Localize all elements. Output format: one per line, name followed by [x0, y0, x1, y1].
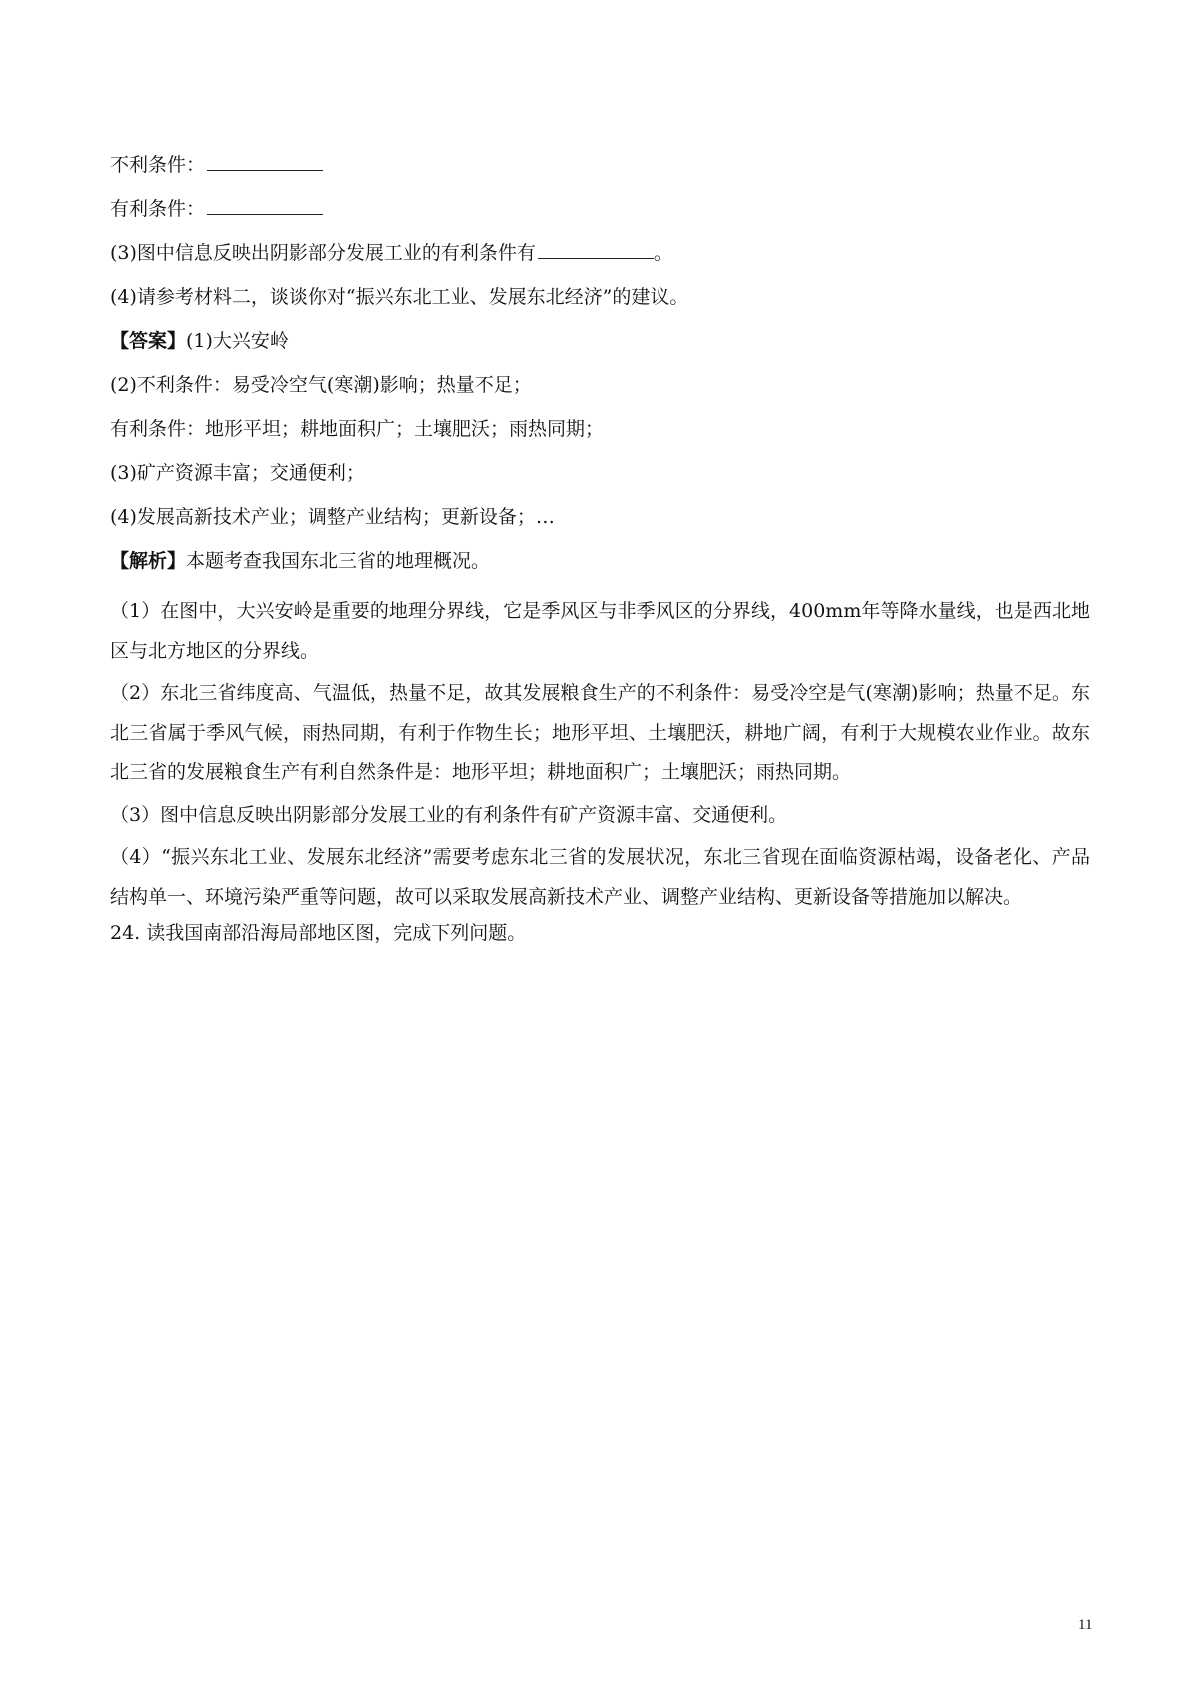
- analysis-label: 【解析】: [110, 550, 187, 572]
- analysis-paragraph-4: （4）“振兴东北工业、发展东北经济”需要考虑东北三省的发展状况，东北三省现在面临资源枯竭，设备老化、产品结构单一、环境污染严重等问题，故可以采取发展高新技术产业、调整产业结构、更新设备等措施加以解决。: [110, 846, 1090, 908]
- unfavorable-label: 不利条件：: [110, 154, 206, 176]
- question-3: [110, 240, 1090, 267]
- answer-blank: [538, 242, 654, 259]
- answer-label: 【答案】: [110, 330, 187, 352]
- analysis-paragraph-3: （3）图中信息反映出阴影部分发展工业的有利条件有矿产资源丰富、交通便利。: [110, 803, 788, 826]
- answer-3: (3)矿产资源丰富；交通便利；: [110, 462, 365, 484]
- question-3-text: (3)图中信息反映出阴影部分发展工业的有利条件有: [110, 242, 536, 264]
- favorable-label: 有利条件：: [110, 198, 206, 220]
- question-3-suffix: 。: [653, 242, 673, 264]
- question-favorable-line: [110, 196, 1090, 223]
- analysis-paragraph-1: （1）在图中，大兴安岭是重要的地理分界线，它是季风区与非季风区的分界线，400mm年等降水量线，也是西北地区与北方地区的分界线。: [110, 600, 1090, 662]
- question-24: 24. 读我国南部沿海局部地区图，完成下列问题。: [110, 922, 527, 944]
- answer-blank: [207, 154, 323, 171]
- answer-2b: 有利条件：地形平坦；耕地面积广；土壤肥沃；雨热同期；: [110, 418, 605, 440]
- analysis-intro-line: [110, 548, 1090, 575]
- analysis-paragraph-2: （2）东北三省纬度高、气温低，热量不足，故其发展粮食生产的不利条件：易受冷空是气(寒潮)影响；热量不足。东北三省属于季风气候，雨热同期，有利于作物生长；地形平坦、土壤肥沃，耕地广阔，有利于大规模农业作业。故东北三省的发展粮食生产有利自然条件是：地形平坦；耕地面积广；土壤肥沃；雨热同期。: [110, 682, 1090, 783]
- answer-line-1: [110, 328, 1090, 355]
- page-number: 11: [1078, 1617, 1093, 1633]
- answer-blank: [207, 198, 323, 215]
- question-unfavorable-line: [110, 152, 1090, 179]
- answer-1: (1)大兴安岭: [186, 330, 289, 352]
- analysis-intro: 本题考查我国东北三省的地理概况。: [186, 550, 491, 572]
- answer-2: (2)不利条件：易受冷空气(寒潮)影响；热量不足；: [110, 374, 532, 396]
- answer-4: (4)发展高新技术产业；调整产业结构；更新设备；…: [110, 506, 555, 528]
- question-4: (4)请参考材料二，谈谈你对“振兴东北工业、发展东北经济”的建议。: [110, 286, 689, 308]
- document-body: [110, 152, 1090, 964]
